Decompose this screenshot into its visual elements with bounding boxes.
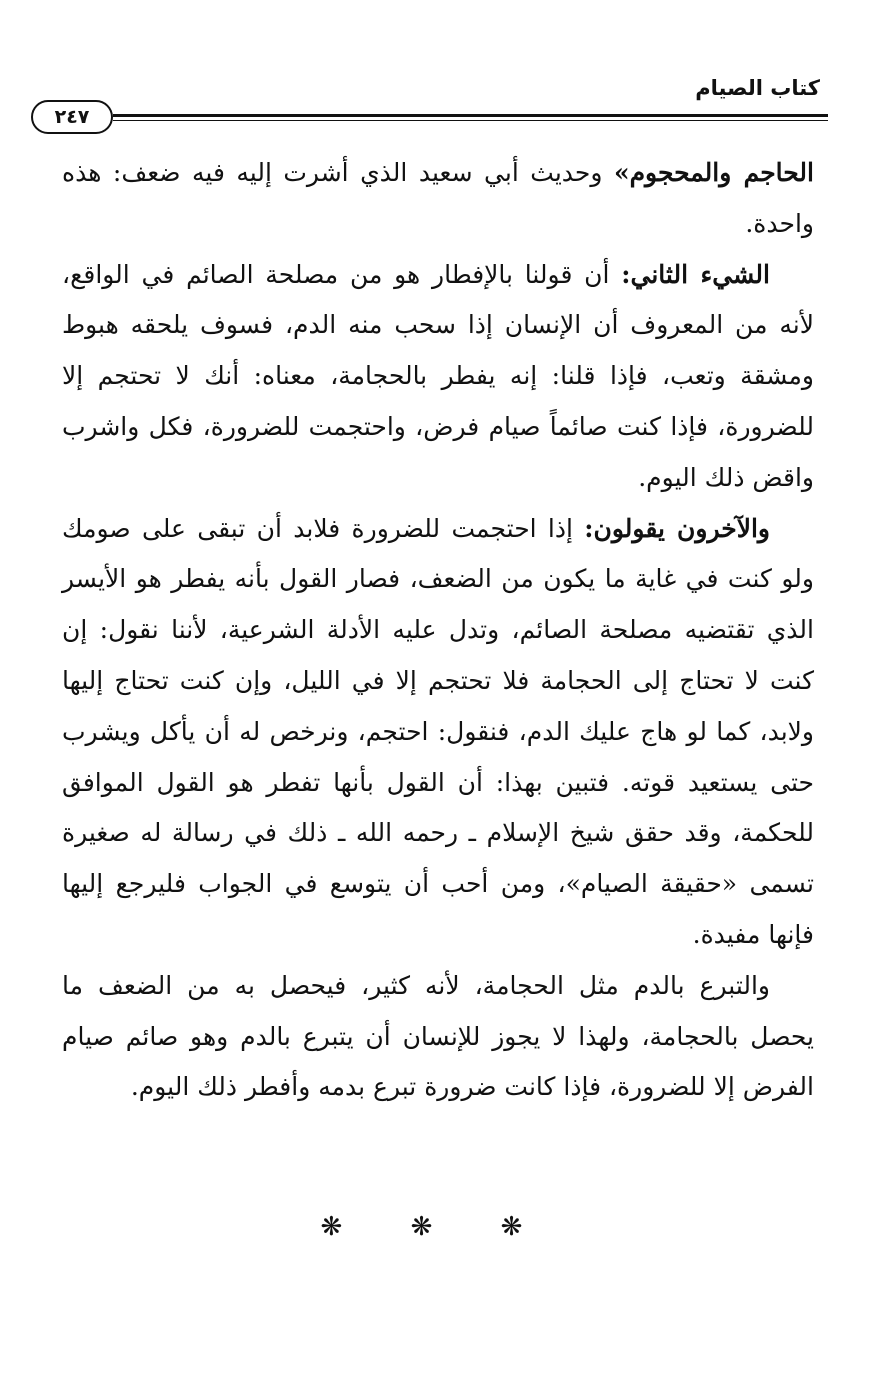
running-header — [25, 70, 828, 130]
bold-lead-text: الشيء الثاني: — [621, 259, 770, 289]
bold-lead-text: الحاجم والمحجوم» — [613, 158, 814, 187]
page-number: ٢٤٧ — [31, 100, 113, 134]
paragraph — [62, 961, 814, 1113]
paragraph-text: وحديث أبي سعيد الذي أشرت إليه فيه ضعف: هذه واحدة. — [62, 158, 814, 238]
header-rule-thick — [113, 114, 828, 117]
paragraph — [62, 250, 814, 504]
header-rule-thin — [113, 120, 828, 121]
body-text — [62, 148, 814, 1113]
paragraph — [62, 504, 814, 961]
book-title: كتاب الصيام — [695, 76, 820, 100]
paragraph-text: والتبرع بالدم مثل الحجامة، لأنه كثير، فيحصل به من الضعف ما يحصل بالحجامة، ولهذا لا يجوز للإنسان أن يتبرع بالدم وهو صائم صيام الفرض إلا للضرورة، فإذا كانت ضرورة تبرع بدمه وأفطر ذلك اليوم. — [62, 970, 814, 1102]
paragraph — [62, 148, 814, 250]
paragraph-text: أن قولنا بالإفطار هو من مصلحة الصائم في الواقع، لأنه من المعروف أن الإنسان إذا سحب منه الدم، فسوف يلحقه هبوط ومشقة وتعب، فإذا قلنا: إنه يفطر بالحجامة، معناه: أنك لا تحتجم إلا للضرورة، فإذا كنت صائماً صيام فرض، واحتجمت للضرورة، فكل واشرب واقض ذلك اليوم. — [62, 259, 814, 492]
section-separator: ❋ ❋ ❋ — [320, 1212, 553, 1242]
bold-lead-text: والآخرون يقولون: — [584, 513, 770, 543]
paragraph-text: إذا احتجمت للضرورة فلابد أن تبقى على صومك ولو كنت في غاية ما يكون من الضعف، فصار القول بأنه يفطر هو الأيسر الذي تقتضيه مصلحة الصائم، وتدل عليه الأدلة الشرعية، لأننا نقول: إن كنت لا تحتاج إلى الحجامة فلا تحتجم إلا في الليل، وإن كنت تحتاج إليها ولابد، كما لو هاج عليك الدم، فنقول: احتجم، ونرخص له أن يأكل ويشرب حتى يستعيد قوته. فتبين بهذا: أن القول بأنها تفطر هو القول الموافق للحكمة، وقد حقق شيخ الإسلام ـ رحمه الله ـ ذلك في رسالة له صغيرة تسمى «حقيقة الصيام»، ومن أحب أن يتوسع في الجواب فليرجع إليها فإنها مفيدة. — [62, 513, 814, 949]
